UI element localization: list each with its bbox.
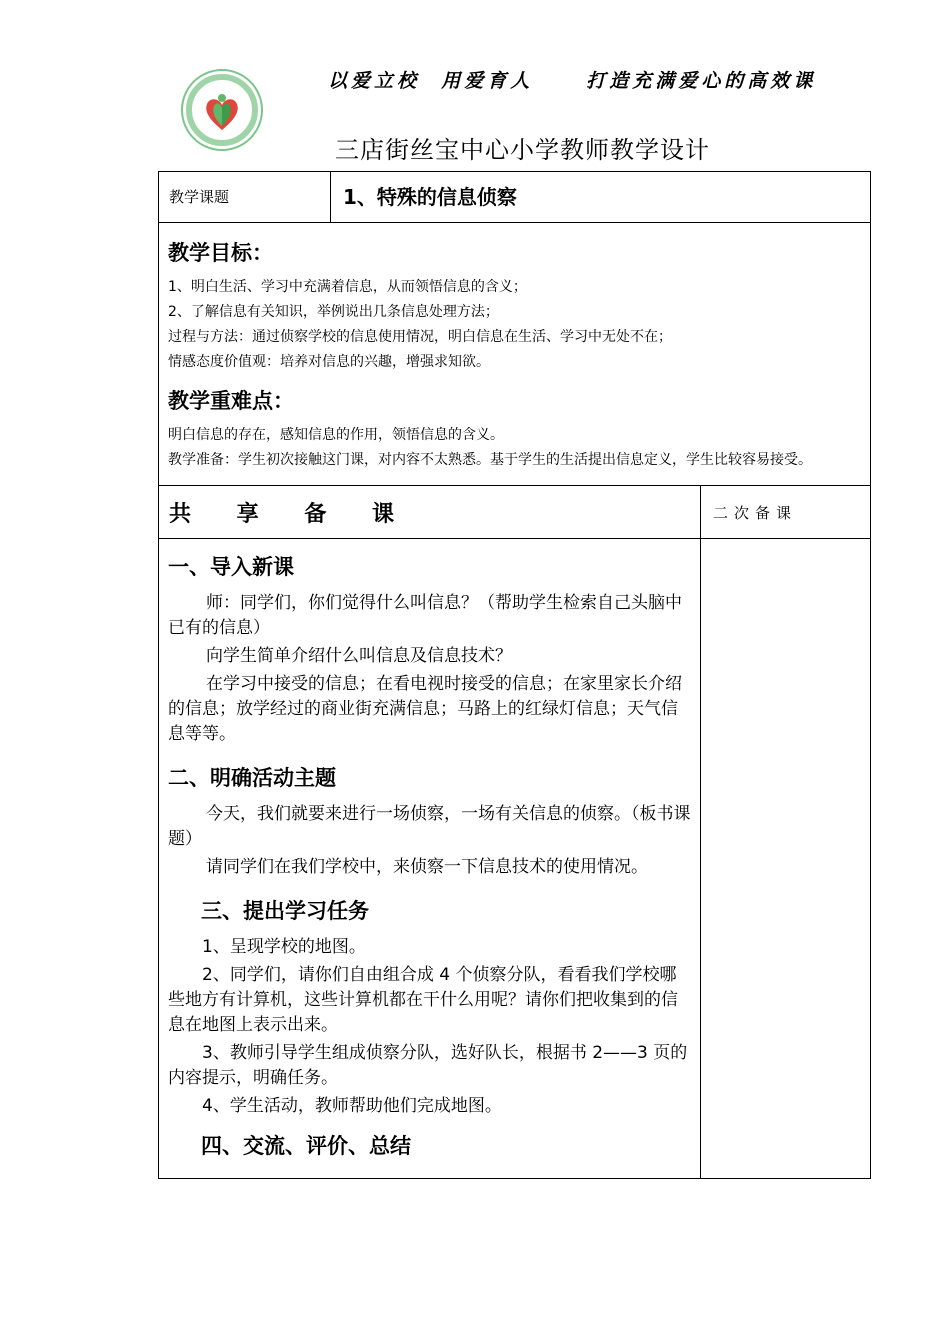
- columns-header-row: [159, 486, 871, 539]
- goals-heading: 教学目标：: [168, 241, 273, 265]
- key-points-heading: 教学重难点：: [168, 389, 294, 413]
- section-3-paragraph: 1、呈现学校的地图。: [202, 937, 366, 957]
- document-title: 三店街丝宝中心小学教师教学设计: [335, 136, 710, 164]
- topic-label: 教学课题: [169, 188, 230, 206]
- school-logo: [180, 68, 264, 152]
- section-3-paragraph: 3、教师引导学生组成侦察分队，选好队长，根据书 2——3 页的内容提示，明确任务。: [168, 1043, 688, 1088]
- second-prep-content: [701, 539, 871, 1179]
- section-1-paragraph: 师：同学们，你们觉得什么叫信息？（帮助学生检索自己头脑中已有的信息）: [168, 593, 682, 638]
- section-3-paragraph: 2、同学们，请你们自由组合成 4 个侦察分队，看看我们学校哪些地方有计算机，这些计算机都在干什么用呢？请你们把收集到的信息在地图上表示出来。: [168, 965, 678, 1035]
- content-row: [159, 539, 871, 1179]
- section-1-paragraph: 在学习中接受的信息；在看电视时接受的信息；在家里家长介绍的信息；放学经过的商业街充满信息；马路上的红绿灯信息；天气信息等等。: [168, 674, 682, 744]
- key-point-item: 明白信息的存在，感知信息的作用，领悟信息的含义。: [168, 427, 504, 443]
- section-3-title: 三、提出学习任务: [201, 899, 369, 923]
- topic-value: 1、特殊的信息侦察: [343, 185, 517, 209]
- second-prep-header-cell: [701, 486, 871, 539]
- section-2-title: 二、明确活动主题: [168, 766, 336, 790]
- topic-row: [159, 172, 871, 223]
- goal-item: 情感态度价值观：培养对信息的兴趣，增强求知欲。: [168, 354, 490, 370]
- school-motto: 以爱立校 用爱育人 打造充满爱心的高效课: [328, 70, 817, 92]
- lesson-plan-table: [158, 171, 871, 1179]
- section-1-paragraph: 向学生简单介绍什么叫信息及信息技术？: [206, 646, 512, 666]
- goal-item: 2、了解信息有关知识，举例说出几条信息处理方法；: [168, 304, 499, 320]
- section-2-paragraph: 今天，我们就要来进行一场侦察，一场有关信息的侦察。（板书课题）: [168, 804, 691, 849]
- section-1-title: 一、导入新课: [168, 555, 294, 579]
- goal-item: 1、明白生活、学习中充满着信息，从而领悟信息的含义；: [168, 279, 527, 295]
- goal-item: 过程与方法：通过侦察学校的信息使用情况，明白信息在生活、学习中无处不在；: [168, 329, 672, 345]
- topic-label-cell: [159, 172, 331, 223]
- shared-prep-header-cell: [159, 486, 701, 539]
- shared-prep-content: [159, 539, 701, 1179]
- section-3-paragraph: 4、学生活动，教师帮助他们完成地图。: [202, 1096, 502, 1116]
- section-4-title: 四、交流、评价、总结: [201, 1134, 411, 1158]
- goals-cell: [159, 223, 871, 486]
- key-point-item: 教学准备：学生初次接触这门课，对内容不太熟悉。基于学生的生活提出信息定义，学生比较容易接受。: [168, 452, 812, 468]
- section-2-paragraph: 请同学们在我们学校中，来侦察一下信息技术的使用情况。: [206, 857, 648, 877]
- topic-value-cell: [331, 172, 871, 223]
- shared-prep-header: 共 享 备 课: [169, 501, 396, 527]
- second-prep-header: 二次备课: [713, 503, 798, 522]
- goals-row: [159, 223, 871, 486]
